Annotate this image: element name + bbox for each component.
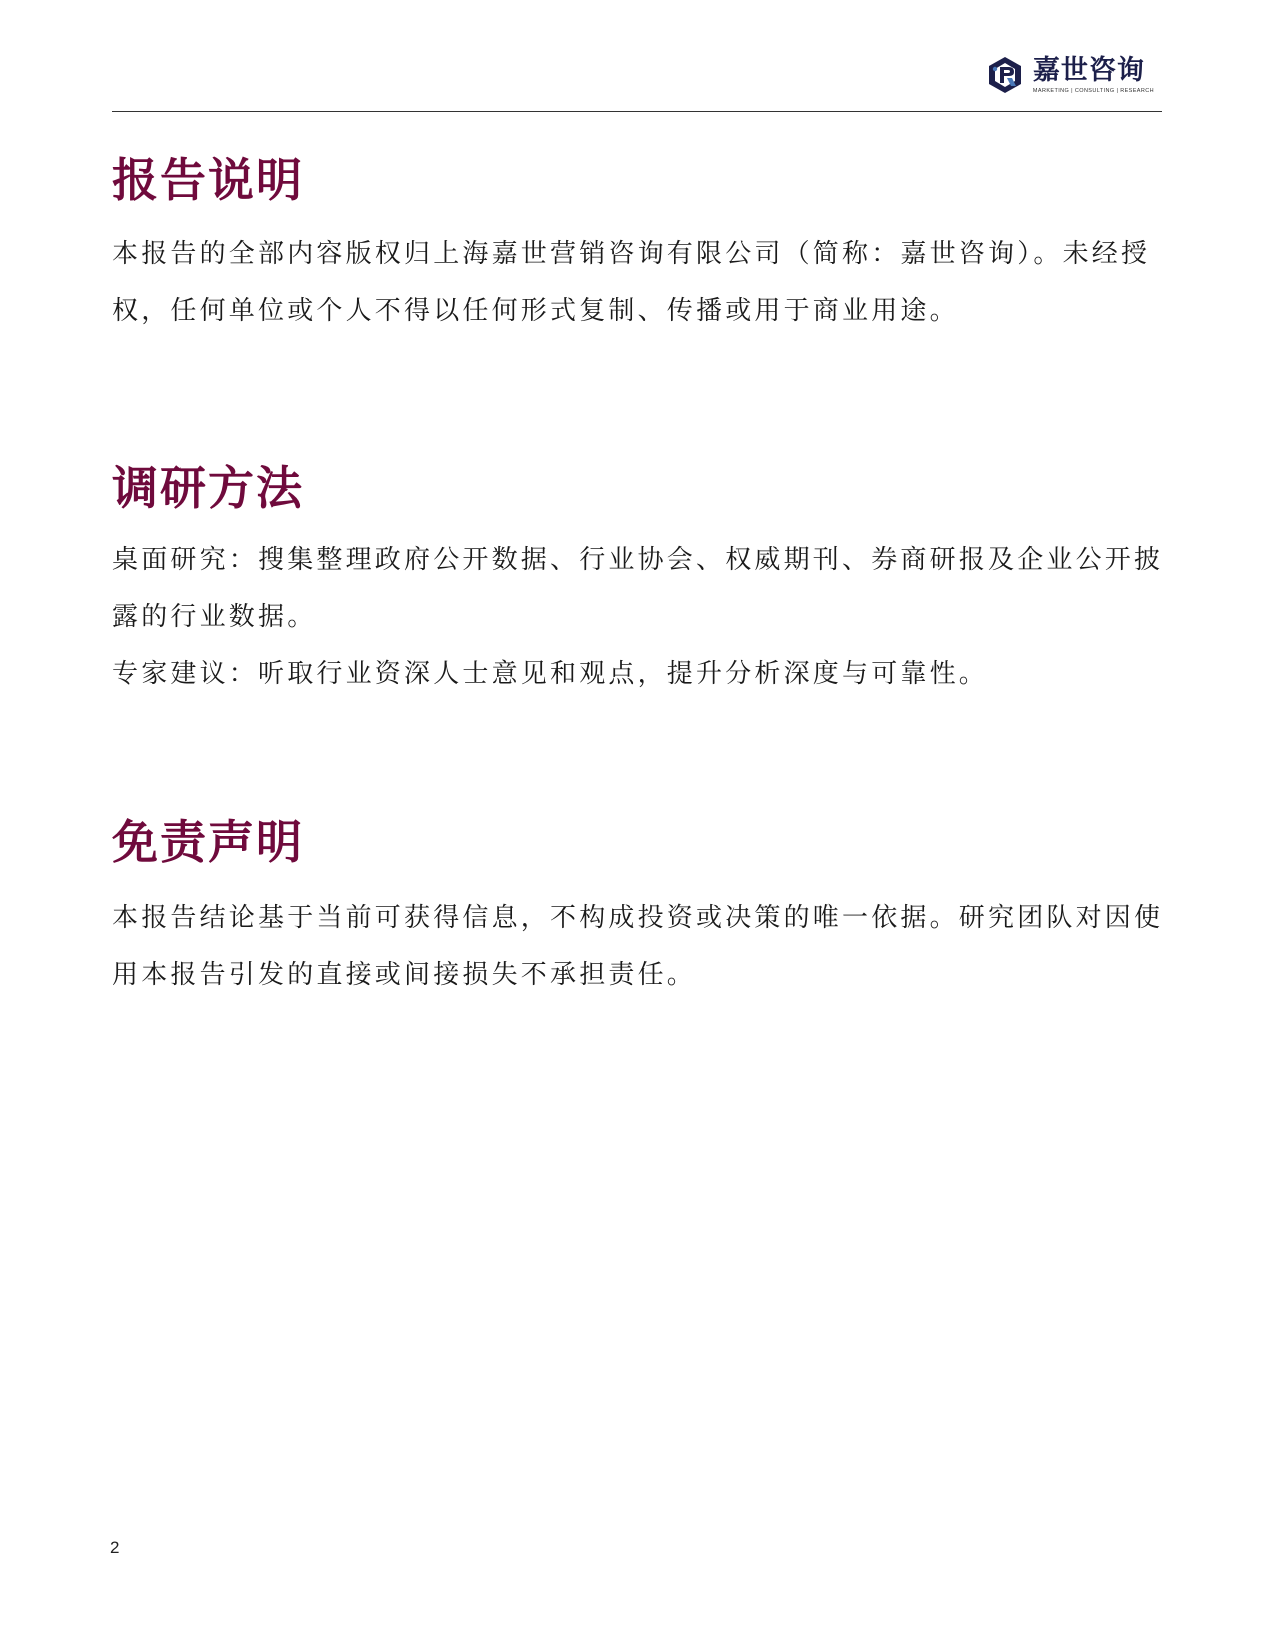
section-title: 免责声明 <box>112 815 304 869</box>
logo-mark-icon <box>987 56 1023 94</box>
paragraph: 桌面研究：搜集整理政府公开数据、行业协会、权威期刊、券商研报及企业公开披露的行业数据。 <box>112 545 1164 632</box>
logo-tagline: MARKETING | CONSULTING | RESEARCH <box>1032 88 1154 94</box>
section-title: 调研方法 <box>112 461 304 515</box>
paragraph: 专家建议：听取行业资深人士意见和观点，提升分析深度与可靠性。 <box>112 659 989 689</box>
company-logo <box>987 56 1154 94</box>
logo-name: 嘉世咨询 <box>1032 55 1145 86</box>
section-research-method <box>112 458 1172 703</box>
section-disclaimer <box>112 812 1172 1004</box>
section-report-statement <box>112 150 1172 340</box>
page-header <box>112 40 1162 112</box>
paragraph: 本报告的全部内容版权归上海嘉世营销咨询有限公司（简称：嘉世咨询）。未经授权，任何单位或个人不得以任何形式复制、传播或用于商业用途。 <box>112 239 1151 326</box>
paragraph: 本报告结论基于当前可获得信息，不构成投资或决策的唯一依据。研究团队对因使用本报告引发的直接或间接损失不承担责任。 <box>112 903 1164 990</box>
section-title: 报告说明 <box>112 153 304 207</box>
page-number: 2 <box>110 1538 120 1557</box>
